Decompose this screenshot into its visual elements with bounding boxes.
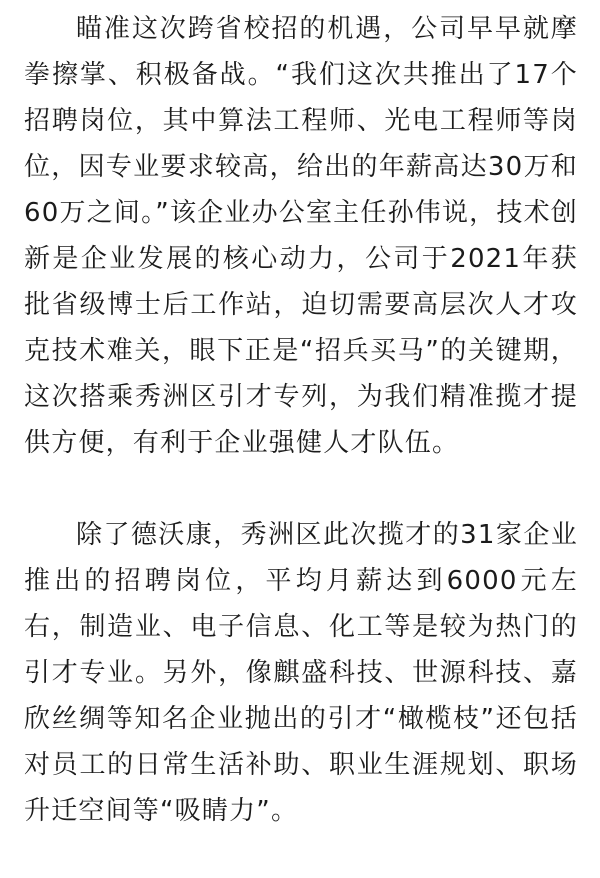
paragraph-spacer [24, 466, 578, 512]
paragraph-1: 瞄准这次跨省校招的机遇，公司早早就摩拳擦掌、积极备战。“我们这次共推出了17个招聘岗位，其中算法工程师、光电工程师等岗位，因专业要求较高，给出的年薪高达30万和60万之间。”该企业办公室主任孙伟说，技术创新是企业发展的核心动力，公司于2021年获批省级博士后工作站，迫切需要高层次人才攻克技术难关，眼下正是“招兵买马”的关键期，这次搭乘秀洲区引才专列，为我们精准揽才提供方便，有利于企业强健人才队伍。 [24, 14, 578, 458]
paragraph-2: 除了德沃康，秀洲区此次揽才的31家企业推出的招聘岗位，平均月薪达到6000元左右，制造业、电子信息、化工等是较为热门的引才专业。另外，像麒盛科技、世源科技、嘉欣丝绸等知名企业抛出的引才“橄榄枝”还包括对员工的日常生活补助、职业生涯规划、职场升迁空间等“吸睛力”。 [24, 520, 578, 826]
